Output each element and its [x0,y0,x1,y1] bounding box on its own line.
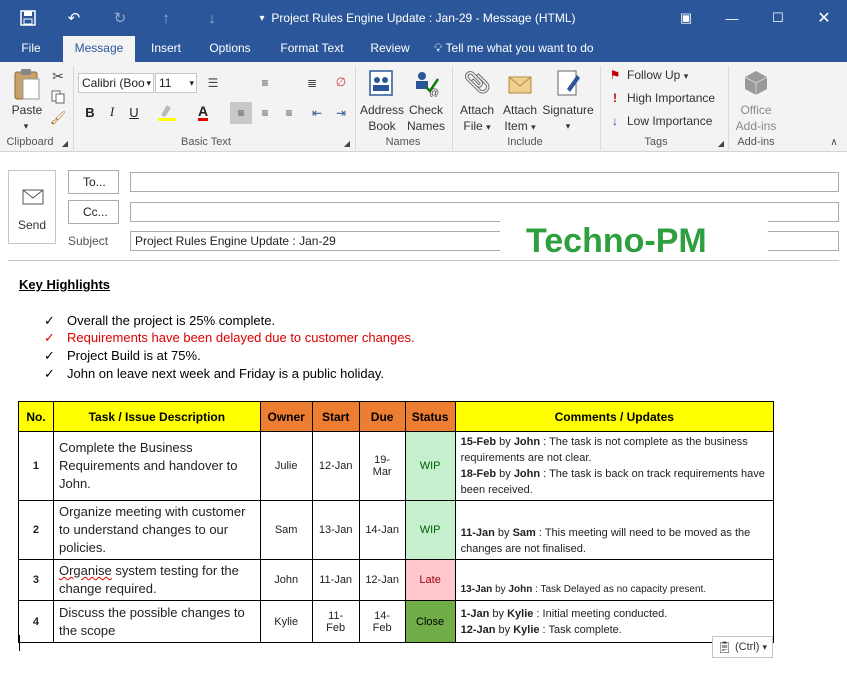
clipboard-launcher-icon[interactable]: ◢ [61,138,69,148]
office-addins-icon[interactable] [742,68,770,98]
check-names-button[interactable]: Check Names [406,103,445,133]
increase-indent-icon[interactable]: ⇥ [335,106,347,120]
lightbulb-icon: 💡︎ [434,41,443,55]
row-number: 4 [19,601,54,643]
tell-me-search[interactable]: 💡︎ Tell me what you want to do [434,41,594,55]
underline-icon[interactable]: U [129,104,139,120]
to-field[interactable] [130,172,839,192]
attach-file-button[interactable]: Attach File ▾ [459,103,495,133]
tab-options[interactable]: Options [209,41,251,55]
ribbon-display-icon[interactable]: ▣ [679,10,693,25]
address-book-icon[interactable] [366,68,396,98]
format-painter-icon[interactable]: 🖌︎ [49,110,67,125]
checkmark-icon: ✓ [44,313,55,328]
highlight-bullet: ✓ Overall the project is 25% complete. [44,313,276,328]
office-addins-button[interactable]: Office Add-ins [735,103,777,133]
undo-icon[interactable]: ↶ [67,10,81,27]
header-due: Due [359,402,405,432]
low-importance-icon: ↓ [612,114,618,128]
start-cell: 13-Jan [312,501,359,560]
basic-text-launcher-icon[interactable]: ◢ [343,138,351,148]
clipboard-group-label: Clipboard [6,136,54,148]
checkmark-icon: ✓ [44,348,55,363]
customize-toolbar-icon[interactable]: ▾ [259,12,265,24]
subject-label: Subject [68,234,109,248]
highlight-icon[interactable] [154,102,180,122]
header-start: Start [312,402,359,432]
send-label: Send [17,218,47,232]
tags-launcher-icon[interactable]: ◢ [717,138,725,148]
italic-icon[interactable]: I [109,104,115,119]
table-header-row [19,402,774,432]
paste-icon[interactable] [12,66,42,102]
comment-entry: 1-Jan by Kylie : Initial meeting conducted. [460,607,668,620]
highlight-bullet: ✓ Requirements have been delayed due to customer changes. [44,330,415,345]
address-book-button[interactable]: Address Book [359,103,405,133]
divider [452,66,453,150]
highlight-bullet: ✓ John on leave next week and Friday is a public holiday. [44,366,385,381]
due-cell: 14-Jan [359,501,405,560]
paperclip-icon[interactable]: 📎︎ [463,70,491,95]
send-icon [21,185,45,209]
start-cell: 11-Jan [312,560,359,601]
tab-file[interactable]: File [21,41,41,55]
row-number: 1 [19,432,54,501]
comment-entry: 12-Jan by Kylie : Task complete. [460,623,622,636]
send-button[interactable] [8,170,56,244]
comments-cell [455,501,773,560]
high-importance-icon: ! [613,91,617,105]
names-group-label: Names [385,136,421,148]
checkmark-icon: ✓ [44,366,55,381]
minimize-icon[interactable]: — [725,10,739,26]
comment-entry: 15-Feb by John : The task is not complete as the business requirements are not clear. [460,436,748,464]
include-group-label: Include [507,136,543,148]
key-highlights-heading: Key Highlights [19,277,111,292]
numbered-list-icon[interactable]: ≣ [306,76,318,90]
addins-group-label: Add-ins [737,136,775,148]
signature-dropdown-icon[interactable]: ▾ [565,121,571,131]
title-bar [0,0,847,36]
subject-field[interactable]: Project Rules Engine Update : Jan-29 [130,231,839,251]
redo-icon[interactable]: ↻ [113,10,127,27]
row-number: 2 [19,501,54,560]
down-arrow-icon[interactable]: ↓ [208,9,216,27]
divider [728,66,729,150]
task-description: Organise system testing for the change required. [53,560,260,601]
chevron-down-icon: ▾ [762,642,768,652]
tab-review[interactable]: Review [370,41,410,55]
font-color-icon[interactable]: A [197,102,209,119]
tags-group-label: Tags [644,136,668,148]
row-number: 3 [19,560,54,601]
ribbon-tabs [0,36,847,62]
align-right-icon[interactable]: ≡ [285,106,293,120]
close-icon[interactable]: ✕ [817,10,831,27]
highlight-bullet: ✓ Project Build is at 75%. [44,348,201,363]
comments-cell [455,560,773,601]
window-title: Project Rules Engine Update : Jan-29 - Message (HTML) [271,11,576,25]
table-row [19,501,774,560]
paste-options-button[interactable]: 📋︎ (Ctrl) ▾ [712,636,773,658]
up-arrow-icon[interactable]: ↑ [162,9,170,27]
align-center-icon[interactable]: ≡ [261,106,269,120]
cut-icon[interactable]: ✂ [52,67,64,84]
divider [73,66,74,150]
flag-icon: ⚑ [609,68,621,82]
ribbon [0,62,847,152]
comment-entry: 13-Jan by John : Task Delayed as no capacity present. [460,584,707,595]
chevron-down-icon: ▾ [146,78,151,88]
maximize-icon[interactable]: ☐ [772,10,784,25]
text-cursor [19,635,20,651]
due-cell: 12-Jan [359,560,405,601]
table-row [19,601,774,643]
task-description: Organize meeting with customer to understand changes to our policies. [53,501,260,560]
high-importance-button[interactable]: High Importance [627,91,716,105]
tab-format-text[interactable]: Format Text [280,41,344,55]
checkmark-icon: ✓ [44,330,55,345]
signature-icon[interactable] [554,68,582,98]
comment-entry: 18-Feb by John : The task is back on track requirements have been received. [460,468,765,496]
clear-formatting-icon[interactable]: ∅ [335,75,347,89]
bold-icon[interactable]: B [85,104,95,120]
tab-insert[interactable]: Insert [150,41,181,55]
comment-entry: 11-Jan by Sam : This meeting will need to be moved as the changes are not finalised. [460,527,751,555]
status-badge: Late [405,560,455,601]
owner-cell: Kylie [260,601,312,643]
collapse-ribbon-icon[interactable]: ∧ [830,136,838,148]
to-button[interactable]: To... [68,170,119,194]
logo-title: Techno-PM [526,222,707,260]
tab-message[interactable]: Message [63,36,135,62]
header-owner: Owner [260,402,312,432]
basic-text-group-label: Basic Text [181,136,231,148]
paste-dropdown-icon[interactable]: ▾ [23,121,29,131]
low-importance-button[interactable]: Low Importance [627,114,713,128]
follow-up-button[interactable]: Follow Up ▾ [627,68,689,82]
due-cell: 19-Mar [359,432,405,501]
bullets-icon[interactable]: ☰ [207,76,219,90]
table-row [19,432,774,501]
check-names-icon[interactable] [411,68,441,98]
header-comments: Comments / Updates [455,402,773,432]
copy-icon[interactable] [50,89,66,105]
attach-item-button[interactable]: Attach Item ▾ [502,103,538,133]
chevron-down-icon: ▾ [189,78,194,88]
cc-button[interactable]: Cc... [68,200,119,224]
clipboard-icon: 📋︎ [717,640,733,654]
start-cell: 11-Feb [312,601,359,643]
task-description: Complete the Business Requirements and handover to John. [53,432,260,501]
paste-button[interactable]: Paste [11,103,43,117]
header-status: Status [405,402,455,432]
signature-button[interactable]: Signature [542,103,594,117]
comments-cell [455,432,773,501]
owner-cell: Julie [260,432,312,501]
font-name-combo[interactable]: Calibri (Boo ▾ [78,73,154,93]
svg-text:@: @ [429,88,440,97]
align-left-icon[interactable]: ≡ [230,102,252,124]
cc-field[interactable] [130,202,839,222]
font-size-combo[interactable]: 11 ▾ [155,73,197,93]
start-cell: 12-Jan [312,432,359,501]
attach-item-icon[interactable] [506,68,534,98]
due-cell: 14-Feb [359,601,405,643]
status-badge: Close [405,601,455,643]
owner-cell: John [260,560,312,601]
table-row [19,560,774,601]
header-description: Task / Issue Description [53,402,260,432]
header-no: No. [19,402,54,432]
owner-cell: Sam [260,501,312,560]
bullet-list-icon[interactable]: ≡ [261,76,269,90]
task-description: Discuss the possible changes to the scope [53,601,260,643]
decrease-indent-icon[interactable]: ⇤ [311,106,323,120]
divider [600,66,601,150]
status-badge: WIP [405,432,455,501]
status-badge: WIP [405,501,455,560]
status-table [18,401,774,643]
